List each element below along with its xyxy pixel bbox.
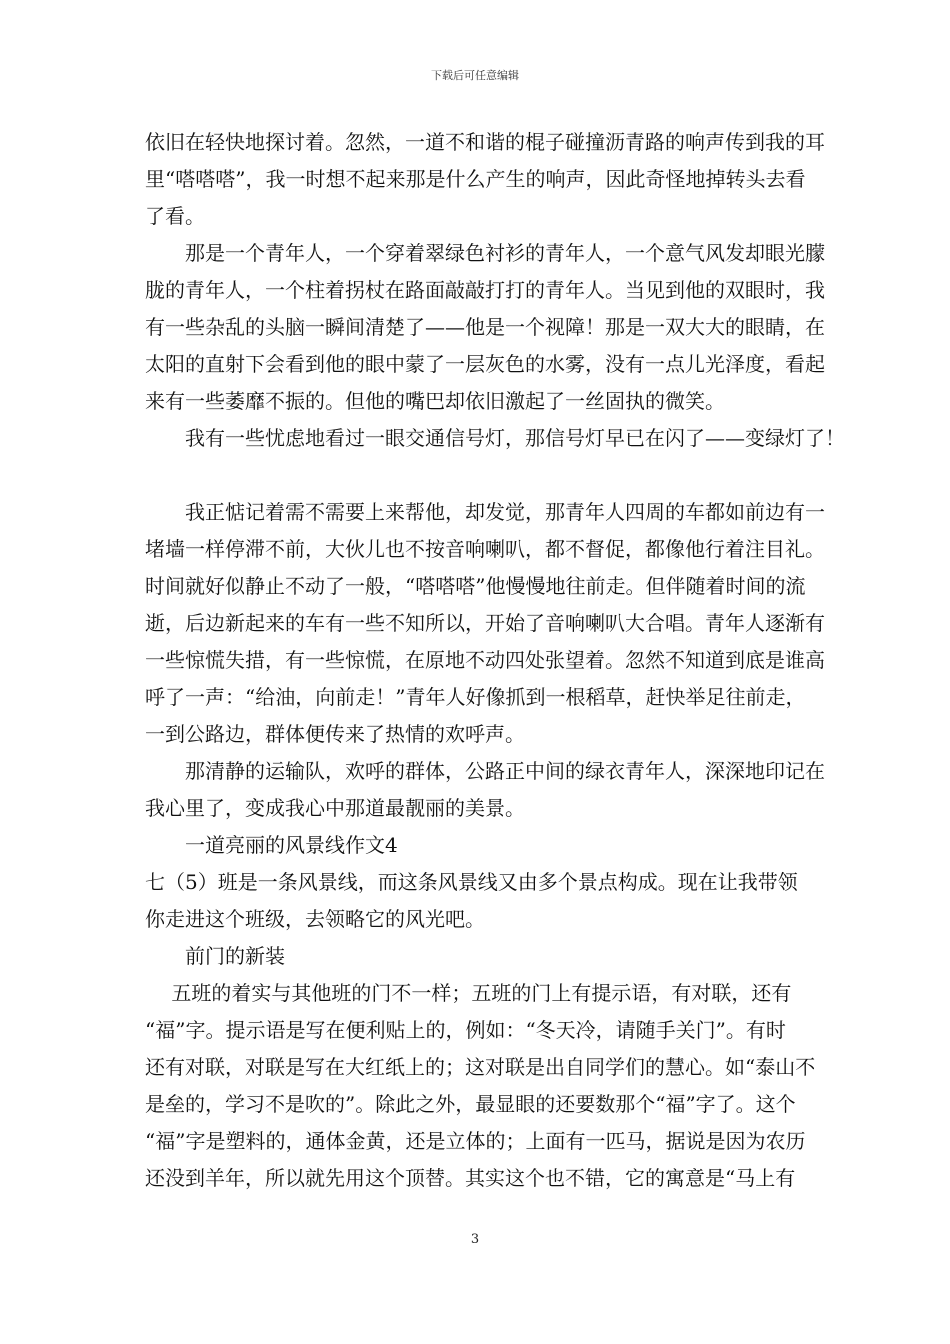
- text-line: 太阳的直射下会看到他的眼中蒙了一层灰色的水雾，没有一点儿光泽度，看起: [145, 352, 825, 376]
- text-line: 还有对联，对联是写在大红纸上的；这对联是出自同学们的慧心。如“泰山不: [145, 1055, 816, 1079]
- text-line: 七（5）班是一条风景线，而这条风景线又由多个景点构成。现在让我带领: [145, 870, 798, 894]
- text-line: 我有一些忧虑地看过一眼交通信号灯，那信号灯早已在闪了——变绿灯了！: [145, 426, 845, 450]
- text-line: 来有一些萎靡不振的。但他的嘴巴却依旧激起了一丝固执的微笑。: [145, 389, 725, 413]
- text-line: 时间就好似静止不动了一般，“嗒嗒嗒”他慢慢地往前走。但伴随着时间的流: [145, 574, 806, 598]
- text-line: 依旧在轻快地探讨着。忽然，一道不和谐的棍子碰撞沥青路的响声传到我的耳: [145, 130, 825, 154]
- page-number: 3: [470, 1232, 480, 1247]
- body-text: [145, 124, 845, 1197]
- subsection-heading: 前门的新装: [145, 944, 285, 968]
- text-line: 了看。: [145, 204, 205, 228]
- text-line: 呼了一声：“给油，向前走！”青年人好像抓到一根稻草，赶快举足往前走，: [145, 685, 806, 709]
- text-line: 那清静的运输队，欢呼的群体，公路正中间的绿衣青年人，深深地印记在: [145, 759, 825, 783]
- text-line: 我正惦记着需不需要上来帮他，却发觉，那青年人四周的车都如前边有一: [145, 500, 825, 524]
- text-line: 胧的青年人，一个柱着拐杖在路面敲敲打打的青年人。当见到他的双眼时，我: [145, 278, 825, 302]
- text-line: “福”字。提示语是写在便利贴上的，例如：“冬天冷，请随手关门”。有时: [145, 1018, 786, 1042]
- text-line: “福”字是塑料的，通体金黄，还是立体的；上面有一匹马，据说是因为农历: [145, 1129, 806, 1153]
- text-line: 那是一个青年人，一个穿着翠绿色衬衫的青年人，一个意气风发却眼光朦: [145, 241, 825, 265]
- text-line: 逝，后边新起来的车有一些不知所以，开始了音响喇叭大合唱。青年人逐渐有: [145, 611, 825, 635]
- section-heading: 一道亮丽的风景线作文4: [145, 833, 398, 857]
- text-line: 里“嗒嗒嗒”，我一时想不起来那是什么产生的响声，因此奇怪地掉转头去看: [145, 167, 806, 191]
- page-header: 下载后可任意编辑: [431, 69, 519, 82]
- text-line: 堵墙一样停滞不前，大伙儿也不按音响喇叭，都不督促，都像他行着注目礼。: [145, 537, 825, 561]
- text-line: 我心里了，变成我心中那道最靓丽的美景。: [145, 796, 525, 820]
- text-line: 一到公路边，群体便传来了热情的欢呼声。: [145, 722, 525, 746]
- text-line: 五班的着实与其他班的门不一样；五班的门上有提示语，有对联，还有: [145, 981, 792, 1005]
- blank-line: [145, 457, 810, 494]
- text-line: 还没到羊年，所以就先用这个顶替。其实这个也不错，它的寓意是“马上有: [145, 1166, 796, 1190]
- text-line: 你走进这个班级，去领略它的风光吧。: [145, 907, 485, 931]
- text-line: 有一些杂乱的头脑一瞬间清楚了——他是一个视障！那是一双大大的眼睛，在: [145, 315, 825, 339]
- text-line: 是垒的，学习不是吹的”。除此之外，最显眼的还要数那个“福”字了。这个: [145, 1092, 796, 1116]
- text-line: 一些惊慌失措，有一些惊慌，在原地不动四处张望着。忽然不知道到底是谁高: [145, 648, 825, 672]
